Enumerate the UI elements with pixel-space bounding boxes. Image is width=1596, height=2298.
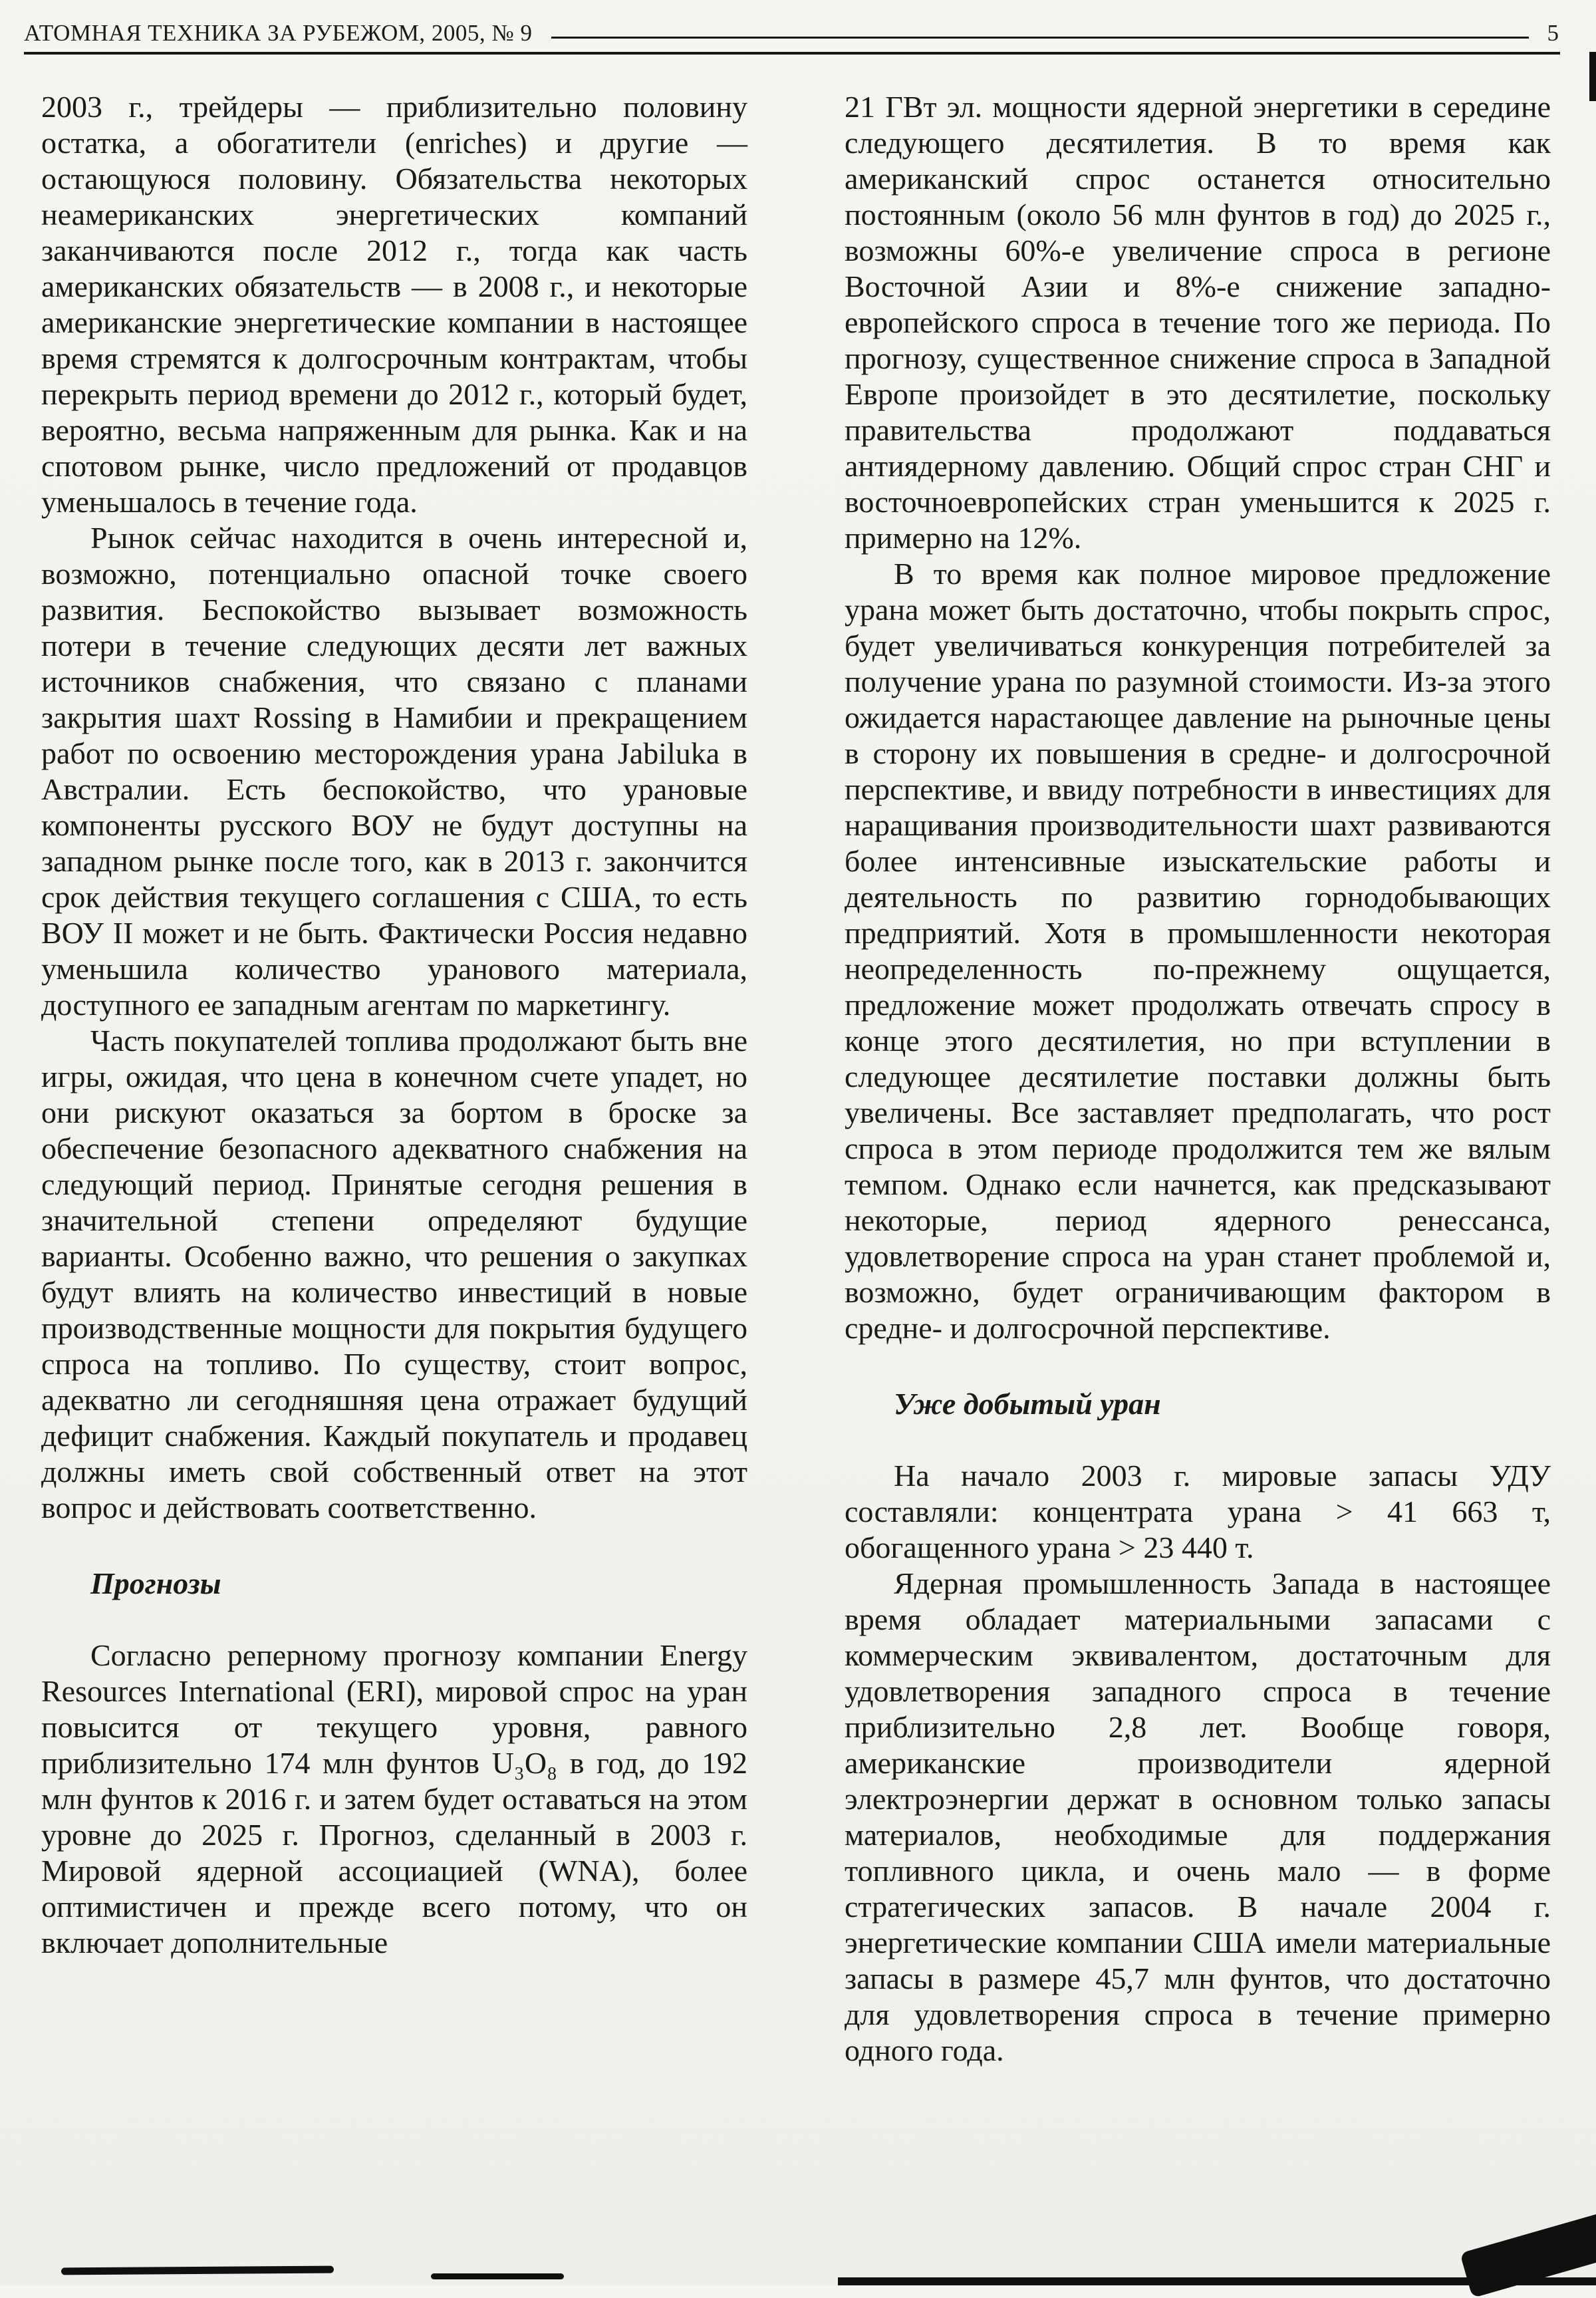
page-number: 5 — [1547, 20, 1559, 46]
article-body — [0, 55, 1596, 2069]
paragraph-market-state: Рынок сейчас находится в очень интересной и, возможно, потенциально опасной точке своего развития. Беспокойство вызывает возможность потери в течение следующих десяти лет важных источников снабжения, что связано с планами закрытия шахт Rossing в Намибии и прекращением работ по освоению месторождения урана Jabiluka в Австралии. Есть беспокойство, что урановые компоненты русского ВОУ не будут доступны на западном рынке после того, как в 2013 г. закончится срок действия текущего соглашения с США, то есть ВОУ II может и не быть. Фактически Россия недавно уменьшила количество уранового материала, доступного ее западным агентам по маркетингу. — [41, 521, 747, 1022]
page-header — [0, 0, 1596, 47]
section-heading-forecasts: Прогнозы — [90, 1566, 221, 1600]
paragraph-western-industry: Ядерная промышленность Запада в настоящее время обладает материальными запасами с коммерческим эквивалентом, достаточным для удовлетворения западного спроса в течение приблизительно 2,8 лет. Вообще говоря, американские производители ядерной электроэнергии держат в основном только запасы материалов, необходимые для поддержания топливного цикла, и очень мало — в форме стратегических запасов. В начале 2004 г. энергетические компании США имели материальные запасы в размере 45,7 млн фунтов, что достаточно для удовлетворения спроса в течение примерно одного года. — [845, 1566, 1551, 2067]
scan-artifact — [1589, 52, 1596, 101]
scan-artifact — [61, 2266, 334, 2275]
scan-artifact — [431, 2273, 564, 2279]
paragraph-buyers: Часть покупателей топлива продолжают быть вне игры, ожидая, что цена в конечном счете упадет, но они рискуют оказаться за бортом в броске за обеспечение безопасного адекватного снабжения на следующий период. Принятые сегодня решения в значительной степени определяют будущие варианты. Особенно важно, что решения о закупках будут влиять на количество инвестиций в новые производственные мощности для покрытия будущего спроса на топливо. По существу, стоит вопрос, адекватно ли сегодняшняя цена отражает будущий дефицит снабжения. Каждый покупатель и продавец должны иметь свой собственный ответ на этот вопрос и действовать соответственно. — [41, 1024, 747, 1524]
right-column — [845, 89, 1551, 2069]
paragraph-supply: В то время как полное мировое предложение урана может быть достаточно, чтобы покрыть спрос, будет увеличиваться конкуренция потребителей за получение урана по разумной стоимости. Из-за этого ожидается нарастающее давление на рыночные цены в сторону их повышения в средне- и долгосрочной перспективе, и ввиду потребности в инвестициях для наращивания производительности шахт развиваются более интенсивные изыскательские работы и деятельность по развитию горнодобывающих предприятий. Хотя в промышленности некоторая неопределенность по-прежнему ощущается, предложение может продолжать отвечать спросу в конце этого десятилетия, но при вступлении в следующее десятилетие поставки должны быть увеличены. Все заставляет предполагать, что рост спроса в этом периоде продолжится тем же вялым темпом. Однако если начнется, как предсказывают некоторые, период ядерного ренессанса, удовлетворение спроса на уран станет проблемой и, возможно, будет ограничивающим фактором в средне- и долгосрочной перспективе. — [845, 557, 1551, 1345]
header-rule — [551, 37, 1529, 39]
section-heading-mined-uranium: Уже добытый уран — [894, 1387, 1161, 1421]
paragraph-stocks: На начало 2003 г. мировые запасы УДУ составляли: концентрата урана > 41 663 т, обогащенного урана > 23 440 т. — [845, 1459, 1551, 1564]
journal-title: АТОМНАЯ ТЕХНИКА ЗА РУБЕЖОМ, 2005, № 9 — [24, 20, 533, 46]
paragraph-continuation: 21 ГВт эл. мощности ядерной энергетики в середине следующего десятилетия. В то время как американский спрос останется относительно постоянным (около 56 млн фунтов в год) до 2025 г., возможны 60%-е увеличение спроса в регионе Восточной Азии и 8%-е снижение западно-европейского спроса в течение того же периода. По прогнозу, существенное снижение спроса в Западной Европе произойдет в это десятилетие, поскольку правительства продолжают поддаваться антиядерному давлению. Общий спрос стран СНГ и восточноевропейских стран уменьшится к 2025 г. примерно на 12%. — [845, 90, 1551, 555]
left-column — [41, 89, 747, 2069]
paragraph-forecast: Согласно реперному прогнозу компании Energy Resources International (ERI), мировой спрос на уран повысится от текущего уровня, равного приблизительно 174 млн фунтов U₃O₈ в год, до 192 млн фунтов к 2016 г. и затем будет оставаться на этом уровне до 2025 г. Прогноз, сделанный в 2003 г. Мировой ядерной ассоциацией (WNA), более оптимистичен и прежде всего потому, что он включает дополнительные — [41, 1638, 747, 1959]
paragraph-continuation: 2003 г., трейдеры — приблизительно половину остатка, а обогатители (enriches) и другие — остающуюся половину. Обязательства некоторых неамериканских энергетических компаний заканчиваются после 2012 г., тогда как часть американских обязательств — в 2008 г., и некоторые американские энергетические компании в настоящее время стремятся к долгосрочным контрактам, чтобы перекрыть период времени до 2012 г., который будет, вероятно, весьма напряженным для рынка. Как и на спотовом рынке, число предложений от продавцов уменьшалось в течение года. — [41, 90, 747, 519]
